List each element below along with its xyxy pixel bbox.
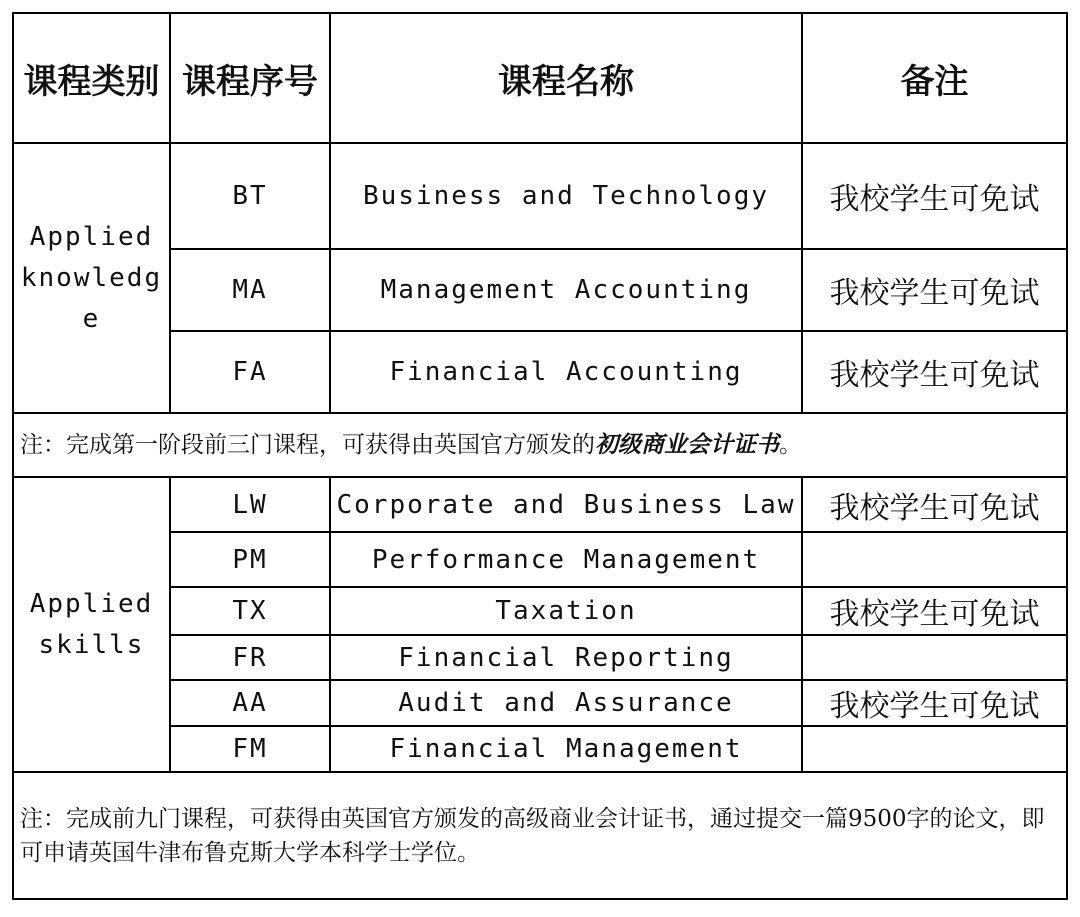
header-name: 课程名称 [330, 13, 802, 143]
course-code: FM [170, 726, 330, 772]
table-row [13, 680, 1067, 726]
note-row-stage-two [13, 772, 1067, 899]
course-remark: 我校学生可免试 [802, 680, 1067, 726]
course-name: Taxation [330, 587, 802, 635]
course-name: Corporate and Business Law [330, 477, 802, 532]
course-remark [802, 532, 1067, 587]
course-table [12, 12, 1068, 900]
course-remark: 我校学生可免试 [802, 331, 1067, 413]
table-row [13, 143, 1067, 249]
category-applied-knowledge: Applied knowledge [13, 143, 170, 413]
note-stage-one-certificate: 初级商业会计证书 [595, 431, 779, 458]
note-row-stage-one [13, 413, 1067, 477]
course-name: Financial Accounting [330, 331, 802, 413]
course-name: Financial Management [330, 726, 802, 772]
course-remark: 我校学生可免试 [802, 249, 1067, 331]
category-applied-skills: Applied skills [13, 477, 170, 772]
course-code: BT [170, 143, 330, 249]
note-stage-one-suffix: 。 [779, 432, 802, 458]
table-row [13, 331, 1067, 413]
table-row [13, 635, 1067, 680]
note-stage-two: 注：完成前九门课程，可获得由英国官方颁发的高级商业会计证书，通过提交一篇9500字的论文，即可申请英国牛津布鲁克斯大学本科学士学位。 [13, 772, 1067, 899]
course-remark: 我校学生可免试 [802, 143, 1067, 249]
course-code: PM [170, 532, 330, 587]
course-name: Audit and Assurance [330, 680, 802, 726]
course-remark [802, 726, 1067, 772]
course-code: FR [170, 635, 330, 680]
course-code: TX [170, 587, 330, 635]
table-row [13, 249, 1067, 331]
note-stage-one [13, 413, 1067, 477]
table-row [13, 587, 1067, 635]
course-name: Management Accounting [330, 249, 802, 331]
header-row [13, 13, 1067, 143]
course-name: Business and Technology [330, 143, 802, 249]
header-category: 课程类别 [13, 13, 170, 143]
header-code: 课程序号 [170, 13, 330, 143]
course-code: AA [170, 680, 330, 726]
table-row [13, 477, 1067, 532]
course-remark: 我校学生可免试 [802, 587, 1067, 635]
course-remark [802, 635, 1067, 680]
course-code: FA [170, 331, 330, 413]
course-name: Financial Reporting [330, 635, 802, 680]
course-remark: 我校学生可免试 [802, 477, 1067, 532]
course-table-sheet [12, 12, 1068, 900]
course-code: MA [170, 249, 330, 331]
course-code: LW [170, 477, 330, 532]
table-row [13, 726, 1067, 772]
note-stage-one-prefix: 注：完成第一阶段前三门课程，可获得由英国官方颁发的 [20, 432, 595, 458]
course-name: Performance Management [330, 532, 802, 587]
table-row [13, 532, 1067, 587]
header-remark: 备注 [802, 13, 1067, 143]
